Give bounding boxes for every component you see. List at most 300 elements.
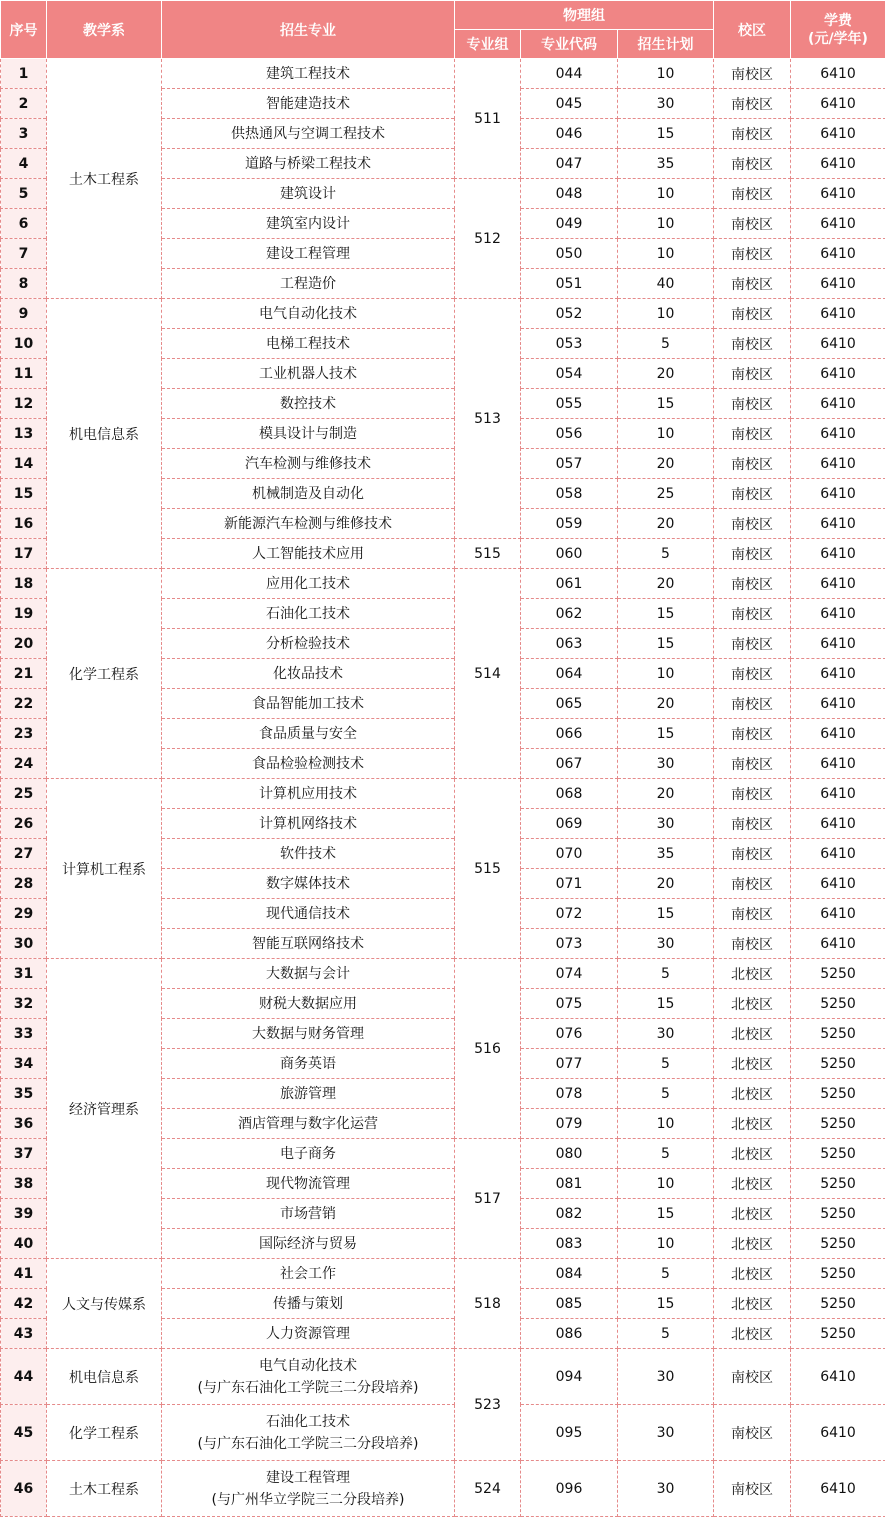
- cell-plan: 30: [618, 809, 714, 839]
- major-name: 机械制造及自动化: [252, 486, 364, 502]
- table-header: [1, 1, 885, 59]
- cell-plan: 15: [618, 1199, 714, 1229]
- major-name: 市场营销: [280, 1206, 336, 1222]
- cell-campus: 南校区: [714, 839, 791, 869]
- cell-seq: 4: [1, 149, 47, 179]
- cell-fee: 6410: [791, 1349, 885, 1405]
- cell-code: 095: [521, 1405, 618, 1461]
- cell-fee: 6410: [791, 179, 885, 209]
- cell-code: 050: [521, 239, 618, 269]
- major-name: 建设工程管理: [266, 1470, 350, 1486]
- cell-major: [162, 929, 455, 959]
- cell-plan: 10: [618, 1169, 714, 1199]
- cell-code: 052: [521, 299, 618, 329]
- cell-fee: 6410: [791, 209, 885, 239]
- cell-plan: 15: [618, 119, 714, 149]
- cell-campus: 南校区: [714, 389, 791, 419]
- cell-plan: 20: [618, 449, 714, 479]
- cell-group: 511: [455, 59, 521, 179]
- cell-campus: 北校区: [714, 1019, 791, 1049]
- cell-fee: 6410: [791, 89, 885, 119]
- cell-major: [162, 569, 455, 599]
- cell-code: 046: [521, 119, 618, 149]
- cell-major: [162, 779, 455, 809]
- cell-major: [162, 629, 455, 659]
- cell-major: [162, 1289, 455, 1319]
- cell-seq: 13: [1, 419, 47, 449]
- cell-code: 064: [521, 659, 618, 689]
- cell-campus: 南校区: [714, 1405, 791, 1461]
- cell-fee: 5250: [791, 1259, 885, 1289]
- major-name: 数字媒体技术: [266, 876, 350, 892]
- header-fee-unit: (元/学年): [808, 31, 868, 47]
- cell-fee: 6410: [791, 299, 885, 329]
- major-name: 食品检验检测技术: [252, 756, 364, 772]
- cell-code: 068: [521, 779, 618, 809]
- major-name: 建筑室内设计: [266, 216, 350, 232]
- cell-seq: 3: [1, 119, 47, 149]
- cell-seq: 27: [1, 839, 47, 869]
- cell-campus: 北校区: [714, 1139, 791, 1169]
- cell-seq: 22: [1, 689, 47, 719]
- cell-major: [162, 359, 455, 389]
- cell-seq: 21: [1, 659, 47, 689]
- cell-plan: 25: [618, 479, 714, 509]
- cell-code: 080: [521, 1139, 618, 1169]
- cell-code: 084: [521, 1259, 618, 1289]
- cell-campus: 南校区: [714, 629, 791, 659]
- major-name: 人力资源管理: [266, 1326, 350, 1342]
- cell-major: [162, 389, 455, 419]
- cell-plan: 20: [618, 569, 714, 599]
- cell-group: 516: [455, 959, 521, 1139]
- cell-fee: 5250: [791, 1049, 885, 1079]
- cell-seq: 41: [1, 1259, 47, 1289]
- cell-seq: 6: [1, 209, 47, 239]
- cell-major: [162, 509, 455, 539]
- cell-seq: 45: [1, 1405, 47, 1461]
- cell-campus: 南校区: [714, 569, 791, 599]
- cell-seq: 16: [1, 509, 47, 539]
- cell-fee: 6410: [791, 449, 885, 479]
- major-name: 分析检验技术: [266, 636, 350, 652]
- cell-code: 062: [521, 599, 618, 629]
- cell-seq: 29: [1, 899, 47, 929]
- cell-campus: 南校区: [714, 239, 791, 269]
- cell-seq: 1: [1, 59, 47, 89]
- major-name: 现代物流管理: [266, 1176, 350, 1192]
- major-note: (与广东石油化工学院三二分段培养): [198, 1380, 419, 1396]
- cell-fee: 6410: [791, 689, 885, 719]
- cell-plan: 20: [618, 359, 714, 389]
- cell-code: 069: [521, 809, 618, 839]
- table-row: [1, 959, 885, 989]
- cell-plan: 10: [618, 239, 714, 269]
- major-name: 数控技术: [280, 396, 336, 412]
- cell-fee: 6410: [791, 569, 885, 599]
- cell-dept: 土木工程系: [47, 59, 162, 299]
- cell-code: 086: [521, 1319, 618, 1349]
- cell-campus: 北校区: [714, 1289, 791, 1319]
- cell-campus: 南校区: [714, 449, 791, 479]
- cell-fee: 6410: [791, 479, 885, 509]
- cell-seq: 2: [1, 89, 47, 119]
- cell-plan: 10: [618, 1229, 714, 1259]
- cell-group: 515: [455, 779, 521, 959]
- cell-code: 067: [521, 749, 618, 779]
- table-body: [1, 59, 885, 1517]
- cell-group: 512: [455, 179, 521, 299]
- table-row: [1, 299, 885, 329]
- cell-code: 060: [521, 539, 618, 569]
- cell-seq: 34: [1, 1049, 47, 1079]
- cell-campus: 南校区: [714, 599, 791, 629]
- major-note: (与广东石油化工学院三二分段培养): [198, 1436, 419, 1452]
- cell-campus: 北校区: [714, 1199, 791, 1229]
- cell-dept: 机电信息系: [47, 1349, 162, 1405]
- cell-plan: 35: [618, 839, 714, 869]
- cell-seq: 43: [1, 1319, 47, 1349]
- cell-plan: 30: [618, 1405, 714, 1461]
- cell-campus: 南校区: [714, 479, 791, 509]
- cell-fee: 6410: [791, 239, 885, 269]
- cell-major: [162, 119, 455, 149]
- cell-plan: 30: [618, 1461, 714, 1517]
- cell-campus: 南校区: [714, 809, 791, 839]
- cell-code: 055: [521, 389, 618, 419]
- cell-fee: 6410: [791, 149, 885, 179]
- cell-major: [162, 689, 455, 719]
- major-name: 化妆品技术: [273, 666, 343, 682]
- cell-seq: 8: [1, 269, 47, 299]
- major-name: 酒店管理与数字化运营: [238, 1116, 378, 1132]
- cell-plan: 40: [618, 269, 714, 299]
- cell-plan: 15: [618, 899, 714, 929]
- cell-plan: 5: [618, 959, 714, 989]
- cell-seq: 24: [1, 749, 47, 779]
- cell-seq: 17: [1, 539, 47, 569]
- cell-campus: 南校区: [714, 659, 791, 689]
- cell-code: 078: [521, 1079, 618, 1109]
- cell-code: 082: [521, 1199, 618, 1229]
- cell-major: [162, 839, 455, 869]
- major-name: 石油化工技术: [266, 606, 350, 622]
- cell-fee: 5250: [791, 1019, 885, 1049]
- cell-campus: 北校区: [714, 1049, 791, 1079]
- major-name: 建设工程管理: [266, 246, 350, 262]
- cell-seq: 42: [1, 1289, 47, 1319]
- cell-major: [162, 599, 455, 629]
- cell-seq: 39: [1, 1199, 47, 1229]
- cell-fee: 6410: [791, 419, 885, 449]
- cell-major: [162, 719, 455, 749]
- header-fee-label: 学费: [824, 13, 852, 29]
- cell-seq: 12: [1, 389, 47, 419]
- cell-code: 096: [521, 1461, 618, 1517]
- major-name: 智能建造技术: [266, 96, 350, 112]
- cell-plan: 15: [618, 389, 714, 419]
- cell-seq: 38: [1, 1169, 47, 1199]
- cell-plan: 30: [618, 89, 714, 119]
- cell-code: 083: [521, 1229, 618, 1259]
- major-name: 应用化工技术: [266, 576, 350, 592]
- major-name: 模具设计与制造: [259, 426, 357, 442]
- cell-group: 517: [455, 1139, 521, 1259]
- cell-campus: 南校区: [714, 539, 791, 569]
- cell-plan: 35: [618, 149, 714, 179]
- major-name: 计算机应用技术: [259, 786, 357, 802]
- cell-seq: 32: [1, 989, 47, 1019]
- header-group-title: 物理组: [455, 1, 714, 30]
- cell-seq: 28: [1, 869, 47, 899]
- header-group: 专业组: [455, 30, 521, 59]
- cell-major: [162, 1319, 455, 1349]
- cell-seq: 23: [1, 719, 47, 749]
- cell-seq: 40: [1, 1229, 47, 1259]
- cell-major: [162, 989, 455, 1019]
- cell-fee: 6410: [791, 119, 885, 149]
- cell-fee: 6410: [791, 329, 885, 359]
- cell-code: 066: [521, 719, 618, 749]
- cell-seq: 5: [1, 179, 47, 209]
- cell-seq: 20: [1, 629, 47, 659]
- cell-code: 072: [521, 899, 618, 929]
- cell-seq: 15: [1, 479, 47, 509]
- cell-seq: 46: [1, 1461, 47, 1517]
- cell-fee: 5250: [791, 1289, 885, 1319]
- cell-fee: 6410: [791, 899, 885, 929]
- cell-fee: 5250: [791, 1229, 885, 1259]
- major-name: 现代通信技术: [266, 906, 350, 922]
- cell-major: [162, 659, 455, 689]
- cell-plan: 5: [618, 1319, 714, 1349]
- cell-code: 073: [521, 929, 618, 959]
- cell-campus: 南校区: [714, 59, 791, 89]
- cell-code: 051: [521, 269, 618, 299]
- major-name: 财税大数据应用: [259, 996, 357, 1012]
- cell-group: 515: [455, 539, 521, 569]
- cell-major: [162, 749, 455, 779]
- table-row: [1, 1461, 885, 1517]
- cell-code: 059: [521, 509, 618, 539]
- cell-seq: 9: [1, 299, 47, 329]
- cell-seq: 37: [1, 1139, 47, 1169]
- major-name: 大数据与会计: [266, 966, 350, 982]
- major-name: 软件技术: [280, 846, 336, 862]
- major-name: 商务英语: [280, 1056, 336, 1072]
- cell-fee: 5250: [791, 1199, 885, 1229]
- cell-major: [162, 1259, 455, 1289]
- cell-code: 071: [521, 869, 618, 899]
- cell-dept: 经济管理系: [47, 959, 162, 1259]
- cell-major: [162, 59, 455, 89]
- table-row: [1, 569, 885, 599]
- cell-plan: 30: [618, 929, 714, 959]
- major-name: 电梯工程技术: [266, 336, 350, 352]
- major-note: (与广州华立学院三二分段培养): [212, 1492, 405, 1508]
- cell-major: [162, 299, 455, 329]
- cell-seq: 10: [1, 329, 47, 359]
- cell-dept: 土木工程系: [47, 1461, 162, 1517]
- cell-seq: 7: [1, 239, 47, 269]
- cell-fee: 6410: [791, 719, 885, 749]
- cell-campus: 南校区: [714, 359, 791, 389]
- cell-campus: 南校区: [714, 899, 791, 929]
- major-name: 人工智能技术应用: [252, 546, 364, 562]
- cell-fee: 6410: [791, 749, 885, 779]
- cell-seq: 11: [1, 359, 47, 389]
- cell-plan: 15: [618, 989, 714, 1019]
- cell-fee: 6410: [791, 869, 885, 899]
- cell-fee: 6410: [791, 779, 885, 809]
- cell-major: [162, 239, 455, 269]
- cell-seq: 26: [1, 809, 47, 839]
- cell-major: [162, 449, 455, 479]
- major-name: 建筑设计: [280, 186, 336, 202]
- major-name: 建筑工程技术: [266, 66, 350, 82]
- cell-dept: 人文与传媒系: [47, 1259, 162, 1349]
- cell-fee: 5250: [791, 1319, 885, 1349]
- cell-major: [162, 209, 455, 239]
- cell-campus: 北校区: [714, 1229, 791, 1259]
- cell-plan: 15: [618, 599, 714, 629]
- cell-fee: 5250: [791, 959, 885, 989]
- major-name: 智能互联网络技术: [252, 936, 364, 952]
- cell-plan: 10: [618, 659, 714, 689]
- cell-plan: 5: [618, 1079, 714, 1109]
- major-name: 道路与桥梁工程技术: [245, 156, 371, 172]
- cell-major: [162, 89, 455, 119]
- cell-code: 058: [521, 479, 618, 509]
- cell-campus: 南校区: [714, 749, 791, 779]
- cell-code: 070: [521, 839, 618, 869]
- cell-major: [162, 1139, 455, 1169]
- cell-plan: 10: [618, 209, 714, 239]
- cell-plan: 5: [618, 1049, 714, 1079]
- header-campus: 校区: [714, 1, 791, 59]
- cell-plan: 10: [618, 1109, 714, 1139]
- cell-fee: 6410: [791, 629, 885, 659]
- cell-plan: 15: [618, 719, 714, 749]
- cell-campus: 南校区: [714, 1461, 791, 1517]
- cell-group: 513: [455, 299, 521, 539]
- cell-major: [162, 869, 455, 899]
- cell-campus: 南校区: [714, 209, 791, 239]
- header-plan: 招生计划: [618, 30, 714, 59]
- cell-campus: 南校区: [714, 719, 791, 749]
- header-seq: 序号: [1, 1, 47, 59]
- cell-campus: 北校区: [714, 1259, 791, 1289]
- cell-code: 065: [521, 689, 618, 719]
- cell-fee: 6410: [791, 809, 885, 839]
- table-row: [1, 1259, 885, 1289]
- cell-code: 057: [521, 449, 618, 479]
- cell-fee: 6410: [791, 1461, 885, 1517]
- major-name: 社会工作: [280, 1266, 336, 1282]
- cell-campus: 南校区: [714, 299, 791, 329]
- cell-campus: 南校区: [714, 929, 791, 959]
- cell-major: [162, 149, 455, 179]
- cell-plan: 15: [618, 1289, 714, 1319]
- cell-seq: 19: [1, 599, 47, 629]
- cell-major: [162, 809, 455, 839]
- cell-fee: 5250: [791, 1109, 885, 1139]
- cell-seq: 25: [1, 779, 47, 809]
- cell-code: 049: [521, 209, 618, 239]
- cell-major: [162, 1109, 455, 1139]
- cell-seq: 33: [1, 1019, 47, 1049]
- cell-code: 077: [521, 1049, 618, 1079]
- cell-plan: 30: [618, 1349, 714, 1405]
- cell-seq: 44: [1, 1349, 47, 1405]
- major-name: 电子商务: [280, 1146, 336, 1162]
- cell-code: 053: [521, 329, 618, 359]
- cell-dept: 化学工程系: [47, 569, 162, 779]
- cell-fee: 5250: [791, 989, 885, 1019]
- major-name: 石油化工技术: [266, 1414, 350, 1430]
- cell-plan: 20: [618, 689, 714, 719]
- cell-fee: 6410: [791, 269, 885, 299]
- cell-campus: 南校区: [714, 179, 791, 209]
- cell-seq: 36: [1, 1109, 47, 1139]
- cell-campus: 北校区: [714, 1079, 791, 1109]
- cell-fee: 6410: [791, 509, 885, 539]
- cell-major: [162, 959, 455, 989]
- cell-campus: 南校区: [714, 89, 791, 119]
- cell-group: 514: [455, 569, 521, 779]
- cell-dept: 计算机工程系: [47, 779, 162, 959]
- cell-dept: 机电信息系: [47, 299, 162, 569]
- cell-code: 044: [521, 59, 618, 89]
- major-name: 工业机器人技术: [259, 366, 357, 382]
- cell-fee: 6410: [791, 539, 885, 569]
- cell-campus: 南校区: [714, 869, 791, 899]
- cell-major: [162, 179, 455, 209]
- cell-code: 061: [521, 569, 618, 599]
- cell-campus: 南校区: [714, 149, 791, 179]
- table-row: [1, 59, 885, 89]
- cell-seq: 14: [1, 449, 47, 479]
- cell-campus: 南校区: [714, 329, 791, 359]
- cell-code: 063: [521, 629, 618, 659]
- cell-code: 076: [521, 1019, 618, 1049]
- cell-group: 523: [455, 1349, 521, 1461]
- cell-campus: 北校区: [714, 959, 791, 989]
- cell-campus: 南校区: [714, 689, 791, 719]
- cell-major: [162, 1169, 455, 1199]
- cell-fee: 6410: [791, 359, 885, 389]
- cell-code: 085: [521, 1289, 618, 1319]
- cell-seq: 18: [1, 569, 47, 599]
- cell-major: [162, 1229, 455, 1259]
- cell-fee: 6410: [791, 659, 885, 689]
- cell-major: [162, 269, 455, 299]
- cell-plan: 30: [618, 749, 714, 779]
- header-dept: 教学系: [47, 1, 162, 59]
- cell-fee: 5250: [791, 1079, 885, 1109]
- cell-code: 081: [521, 1169, 618, 1199]
- cell-campus: 北校区: [714, 1319, 791, 1349]
- cell-plan: 30: [618, 1019, 714, 1049]
- cell-code: 079: [521, 1109, 618, 1139]
- cell-major: [162, 1461, 455, 1517]
- cell-campus: 南校区: [714, 509, 791, 539]
- cell-code: 045: [521, 89, 618, 119]
- table-row: [1, 779, 885, 809]
- cell-fee: 5250: [791, 1139, 885, 1169]
- cell-dept: 化学工程系: [47, 1405, 162, 1461]
- cell-plan: 20: [618, 869, 714, 899]
